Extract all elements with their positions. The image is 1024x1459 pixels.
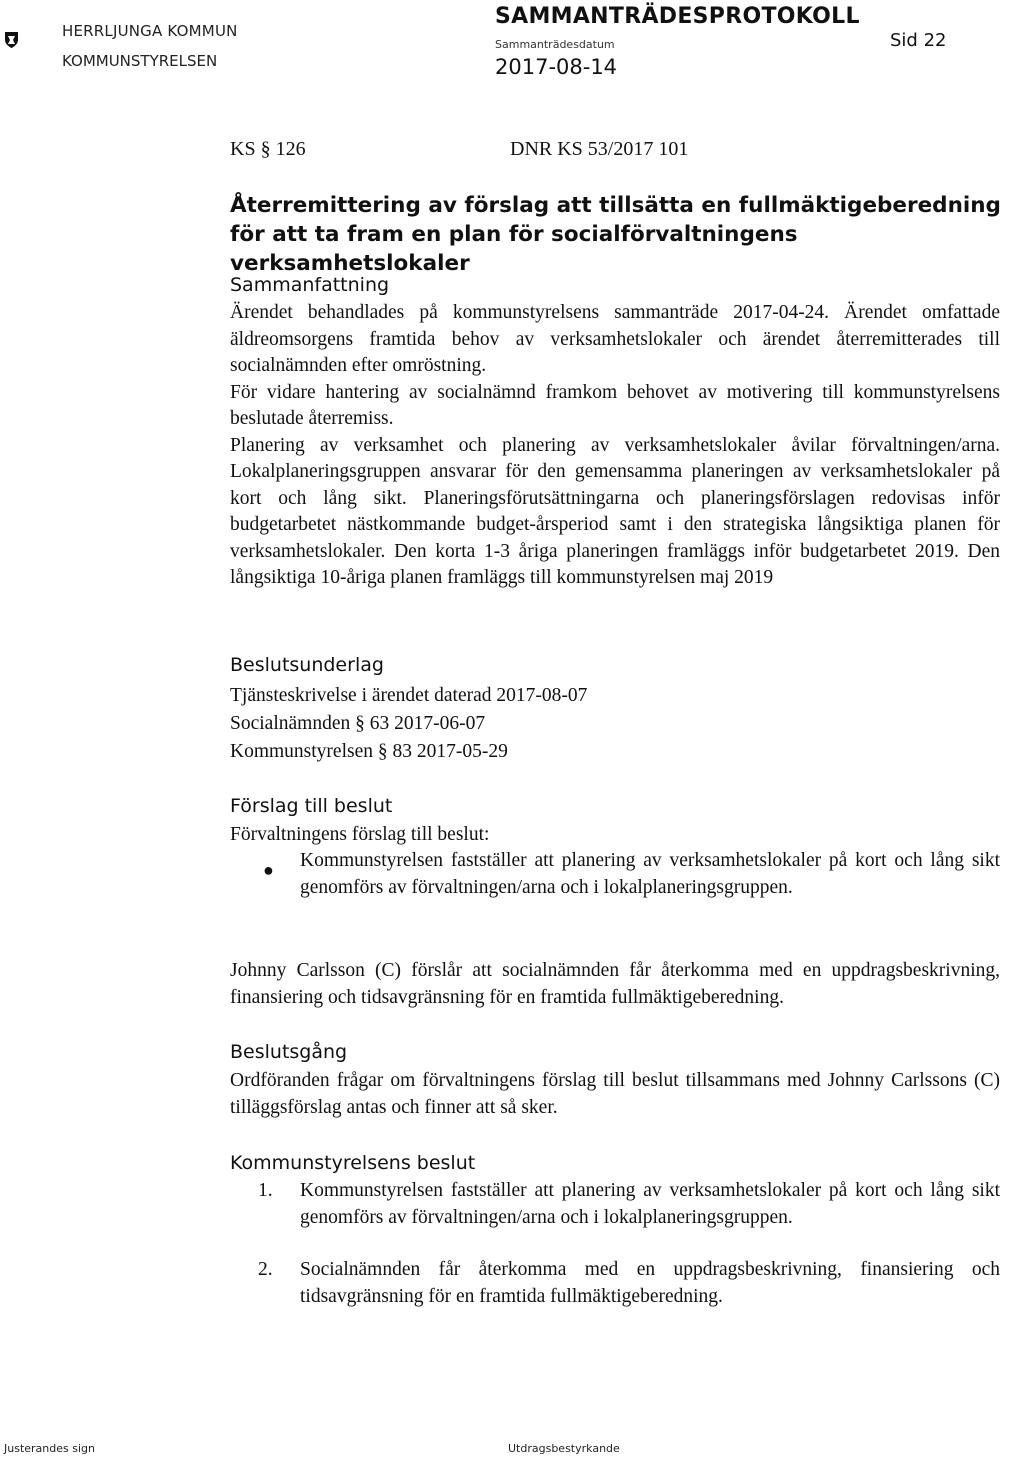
decision-process-heading: Beslutsgång — [230, 1041, 348, 1063]
meeting-date: 2017-08-14 — [495, 55, 618, 79]
bullet-marker: ● — [263, 860, 274, 880]
case-number: DNR KS 53/2017 101 — [510, 138, 689, 160]
document-type: SAMMANTRÄDESPROTOKOLL — [495, 4, 860, 29]
decision-item: Kommunstyrelsen fastställer att planering av verksamhetslokaler på kort och lång sikt genomförs av förvaltningen/arna och i lokalplaneringsgruppen. — [300, 1180, 1000, 1228]
paragraph-reference: KS § 126 — [230, 138, 306, 160]
decision-item: Socialnämnden får återkomma med en uppdragsbeskrivning, finansiering och tidsavgränsning för en framtida fullmäktigeberedning. — [300, 1259, 1000, 1307]
page-number: Sid 22 — [890, 30, 947, 51]
decision-basis-heading: Beslutsunderlag — [230, 654, 384, 676]
summary-paragraph: Planering av verksamhet och planering av verksamhetslokaler åvilar förvaltningen/arna. Lokalplaneringsgruppen ansvarar för den gemensamma planeringen av verksamhetslokaler på kort och lång sikt. Planeringsförutsättningarna och planeringsförslagen redovisas inför budgetarbetet nästkommande budget-årsperiod samt i den strategiska långsiktiga planen för verksamhetslokaler. Den korta 1-3 åriga planeringen framläggs inför budgetarbetet 2019. Den långsiktiga 10-åriga planen framläggs till kommunstyrelsen maj 2019 — [230, 434, 1000, 588]
footer-certification-label: Utdragsbestyrkande — [508, 1442, 620, 1455]
decision-basis-item: Tjänsteskrivelse i ärendet daterad 2017-08-07 — [230, 685, 588, 706]
summary-paragraph: För vidare hantering av socialnämnd framkom behovet av motivering till kommunstyrelsens beslutade återremiss. — [230, 381, 1000, 429]
proposal-intro: Förvaltningens förslag till beslut: — [230, 824, 490, 845]
summary-body — [230, 300, 1000, 592]
meeting-date-label: Sammanträdesdatum — [495, 38, 615, 51]
board-decision-heading: Kommunstyrelsens beslut — [230, 1152, 476, 1174]
decision-process-text: Ordföranden frågar om förvaltningens förslag till beslut tillsammans med Johnny Carlssons (C) tilläggsförslag antas och finner att så sker. — [230, 1070, 1000, 1118]
proposal-heading: Förslag till beslut — [230, 795, 393, 817]
municipality-seal-icon — [4, 31, 19, 49]
decision-number: 1. — [258, 1180, 273, 1201]
decision-basis-list — [230, 682, 587, 766]
footer-signature-label: Justerandes sign — [4, 1442, 95, 1455]
proposal-bullet: Kommunstyrelsen fastställer att planering av verksamhetslokaler på kort och lång sikt genomförs av förvaltningen/arna och i lokalplaneringsgruppen. — [300, 850, 1000, 898]
member-proposal: Johnny Carlsson (C) förslår att socialnämnden får återkomma med en uppdragsbeskrivning, finansiering och tidsavgränsning för en framtida fullmäktigeberedning. — [230, 960, 1000, 1008]
organization-unit: KOMMUNSTYRELSEN — [62, 52, 218, 70]
case-title: Återremittering av förslag att tillsätta en fullmäktigeberedning för att ta fram en plan för socialförvaltningens verksamhetslokaler — [230, 193, 1001, 276]
summary-paragraph: Ärendet behandlades på kommunstyrelsens sammanträde 2017-04-24. Ärendet omfattade äldreomsorgens framtida behov av verksamhetslokaler och ärendet återremitterades till socialnämnden efter omröstning. — [230, 302, 1000, 376]
decision-basis-item: Socialnämnden § 63 2017-06-07 — [230, 713, 486, 734]
decision-basis-item: Kommunstyrelsen § 83 2017-05-29 — [230, 741, 508, 762]
organization-name: HERRLJUNGA KOMMUN — [62, 22, 238, 40]
decision-number: 2. — [258, 1259, 273, 1280]
summary-heading: Sammanfattning — [230, 274, 390, 296]
